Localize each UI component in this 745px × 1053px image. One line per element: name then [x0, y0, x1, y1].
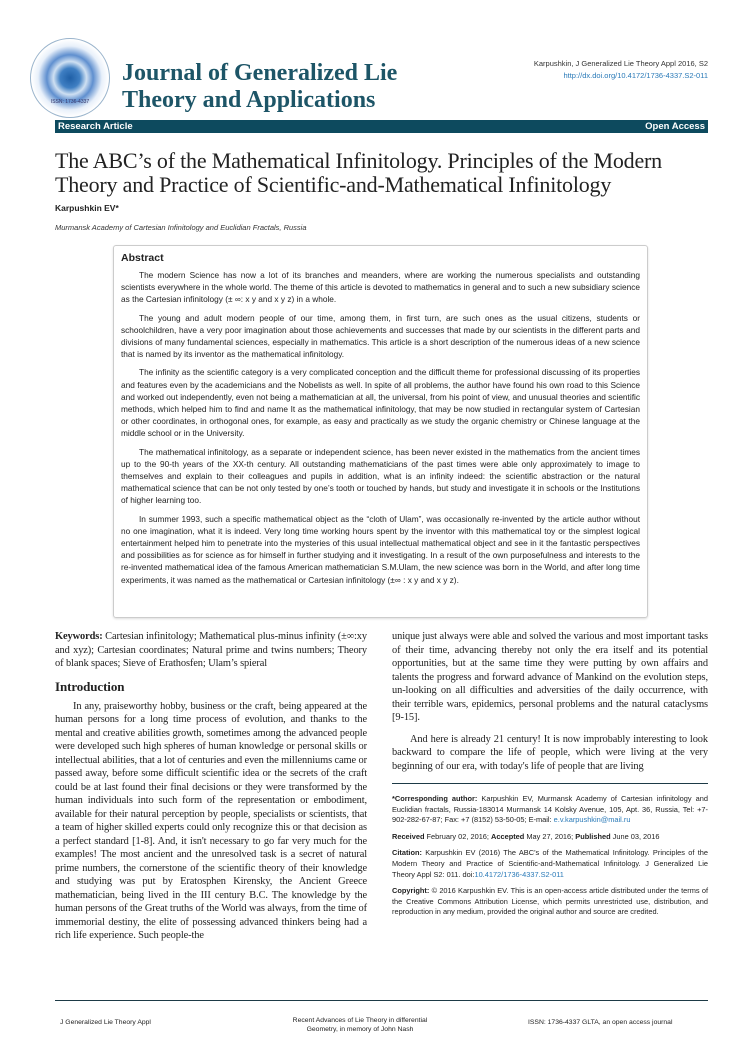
article-main: [55, 149, 708, 943]
received-date: February 02, 2016;: [424, 831, 492, 841]
keywords-text: Cartesian infinitology; Mathematical plus-minus infinity (±∞:xy and xyz); Cartesian coordinates; Natural prime and twins numbers; Theory of blank spaces; Sieve of Erathosfen; Ulam’s spieral: [55, 631, 367, 669]
abstract-paragraph: The young and adult modern people of our time, among them, in first turn, are such ones as the usual citizens, students or schoolchildren, have a very poor imagination about those achievements and successes that made by our scientists in the different parts and divisions of many fundamental sciences, especially in mathematics. This article is a short description of the numerous ideas of a new science that is named by its inventor as the mathematical infinitology.: [121, 312, 640, 360]
keywords: [55, 630, 367, 671]
copyright-label: Copyright:: [392, 886, 430, 896]
logo-issn: ISSN: 1736-4337: [50, 99, 90, 105]
accepted-label: Accepted: [491, 831, 525, 841]
received-label: Received: [392, 831, 425, 841]
abstract-heading: Abstract: [121, 252, 164, 264]
right-column: [392, 630, 708, 943]
body-paragraph: unique just always were able and solved the various and most important tasks of their time, advancing thereby not only the era itself and its potential opportunities, but at the same time they were putting by own affairs and talents the progress and forward advance of Mankind on the evolution steps, un-looking on all difficulties and adversities of the daily occurrence, with their terrible wars, epidemics, personal problems and the natural cataclysms [9-15].: [392, 631, 708, 723]
footer-center: Recent Advances of Lie Theory in differential Geometry, in memory of John Nash: [292, 1017, 428, 1033]
citation: [392, 848, 708, 880]
citation-label: Citation:: [392, 848, 422, 858]
journal-title-line1: Journal of Generalized Lie: [122, 60, 398, 86]
open-access-label: Open Access: [645, 121, 705, 132]
copyright-text: © 2016 Karpushkin EV. This is an open-access article distributed under the terms of the Creative Commons Attribution License, which permits unrestricted use, distribution, and reproduction in any medium, provided the original author and source are credited.: [392, 886, 708, 917]
abstract-paragraph: The infinity as the scientific category is a very complicated conception and the difficult theme for professional discussing of its properties and features even by the academicians and the Nobelists as well. In spite of all problems, the author have found his own road to this Science and worked out independently, even not being a mathematician at all, the universal, from his point of view, and unusual theories and scientific methods, which helped him to find and name It as the mathematical infinitology, that may be now studied in rectangular system of Cartesian or other coordinates, in orthogonal ones, for example, as easy and practically as we study the organic chemistry or Chinese language at the middle school or in the University.: [121, 367, 640, 439]
corr-text: Karpushkin EV, Murmansk Academy of Cartesian infinitology and Euclidian fractals, Russia-183014 Murmansk 14 Kolsky Avenue, 105, Apt. 36, Russia, Tel: +7-902-282-67-87; Fax: +7 (8152) 53-50-05; E-mail:: [392, 794, 708, 825]
article-type: Research Article: [58, 121, 133, 132]
accepted-date: May 27, 2016;: [524, 831, 576, 841]
abstract-paragraph: The mathematical infinitology, as a separate or independent science, has been never existed in the mathematics from the ancient times up to the 90-th years of the XX-th century. All outstanding mathematicians of the past times were able only approximately to image to themselves and explain to their colleagues and pupils in addition, what is an infinity indeed: the scientific abstraction or the natural mathematical science that can be not only tested by one’s tooth or touched by hands, but study and investigate it in schools or the Institutions of higher learning too.: [121, 446, 640, 506]
citation-doi-link[interactable]: 10.4172/1736-4337.S2-011: [474, 869, 564, 879]
body-paragraph: In any, praiseworthy hobby, business or the craft, being appeared at the human persons for a long time process of evolution, and thanks to the mental and creative abilities growth, sometimes among the advanced people were developed such high spheres of human knowledge or personal skills or intellectual abilities, that a lot of centuries and even the millenniums came or passed away, before some difficult scientific idea or the secrets of the craft could be at last found their final decisions or they were transformed by the human individuals into such form of the representation or embodiment, available for their natural perception by people, specialists or scientists, that a team of higher skilled experts could only recognize this or that decision as a perfect standard [1-8]. And, it isn't necessary to go far very much for the examples! The most ancient and the unresolved task is a secret of natural prime numbers, the cornerstone of the scientific theory of their knowledge and studying was put by Eratosphen Kirensky, the Ancient Greece mathematician, being lived in the III century B.C. The knowledge by the human persons of the Great truths of the World was always, from the time of immemorial destiny, the elite of possessing advanced thinkers being had a rich life experience. Such people-the: [55, 700, 367, 941]
corr-label: *Corresponding author:: [392, 794, 478, 803]
journal-logo: [30, 38, 110, 118]
article-notes: [392, 783, 708, 918]
email-link[interactable]: e.v.karpushkin@mail.ru: [553, 815, 631, 825]
doi-link[interactable]: http://dx.doi.org/10.4172/1736-4337.S2-011: [563, 71, 708, 80]
citation-short: Karpushkin, J Generalized Lie Theory Appl 2016, S2: [533, 59, 708, 68]
introduction-heading: Introduction: [55, 678, 125, 694]
corresponding-author: [392, 794, 708, 826]
footer-divider: [55, 1000, 708, 1001]
copyright: [392, 886, 708, 918]
abstract-paragraph: In summer 1993, such a specific mathematical object as the “cloth of Ulam”, was occasionally re-invented by the article author without no one imagination, what it is indeed. Very long time working hours spent by the inventor with this mathematical toy or the simplest logical entertainment helped him to penetrate into the mysteries of this usual intellectual mathematical object and see in it the fantastic perspectives and possibilities as for science as for himself in further studying and it investigating. In a result of the own purposefulness and interests to the re-invented mathematical idea of the famous American mathematician S.M.Ulam, the new science was born in the World, and after long time experiments, it was named as the mathematical or Cartesian infinitology (±∞ : x y and x y z).: [121, 513, 640, 585]
left-column: [55, 630, 367, 943]
body-columns: [55, 630, 708, 943]
published-label: Published: [575, 831, 611, 841]
citation-text: Karpushkin EV (2016) The ABC’s of the Mathematical Infinitology. Principles of the Modern Theory and Practice of Scientific-and-Mathematical Infinitology. J Generalized Lie Theory Appl S2: 011. doi:: [392, 848, 708, 879]
header-citation: [534, 58, 708, 82]
affiliation: Murmansk Academy of Cartesian Infinitology and Euclidian Fractals, Russia: [55, 223, 307, 232]
body-paragraph: And here is already 21 century! It is now improbably interesting to look backward to compare the life of people, which were living at the very beginning of our era, with today's life of people that are living: [392, 733, 708, 772]
keywords-label: Keywords:: [55, 631, 103, 642]
published-date: June 03, 2016: [610, 831, 660, 841]
author: Karpushkin EV*: [55, 203, 119, 213]
footer-right: ISSN: 1736-4337 GLTA, an open access journal: [528, 1019, 673, 1026]
article-title: The ABC’s of the Mathematical Infinitology. Principles of the Modern Theory and Practice of Scientific-and-Mathematical Infinitology: [55, 148, 662, 197]
journal-title: [122, 60, 397, 114]
footer-left: J Generalized Lie Theory Appl: [60, 1019, 151, 1026]
abstract-paragraph: The modern Science has now a lot of its branches and meanders, where are working the numerous specialists and outstanding scientists everywhere in the whole world. The theme of this article is devoted to mathematics in general and to such a new subsidiary science as the Cartesian infinitology (± ∞: x y and x y z) in a whole.: [121, 270, 640, 305]
dates: [392, 832, 708, 843]
abstract-box: [113, 245, 648, 618]
journal-title-line2: Theory and Applications: [122, 87, 376, 113]
article-type-bar: [55, 120, 708, 133]
